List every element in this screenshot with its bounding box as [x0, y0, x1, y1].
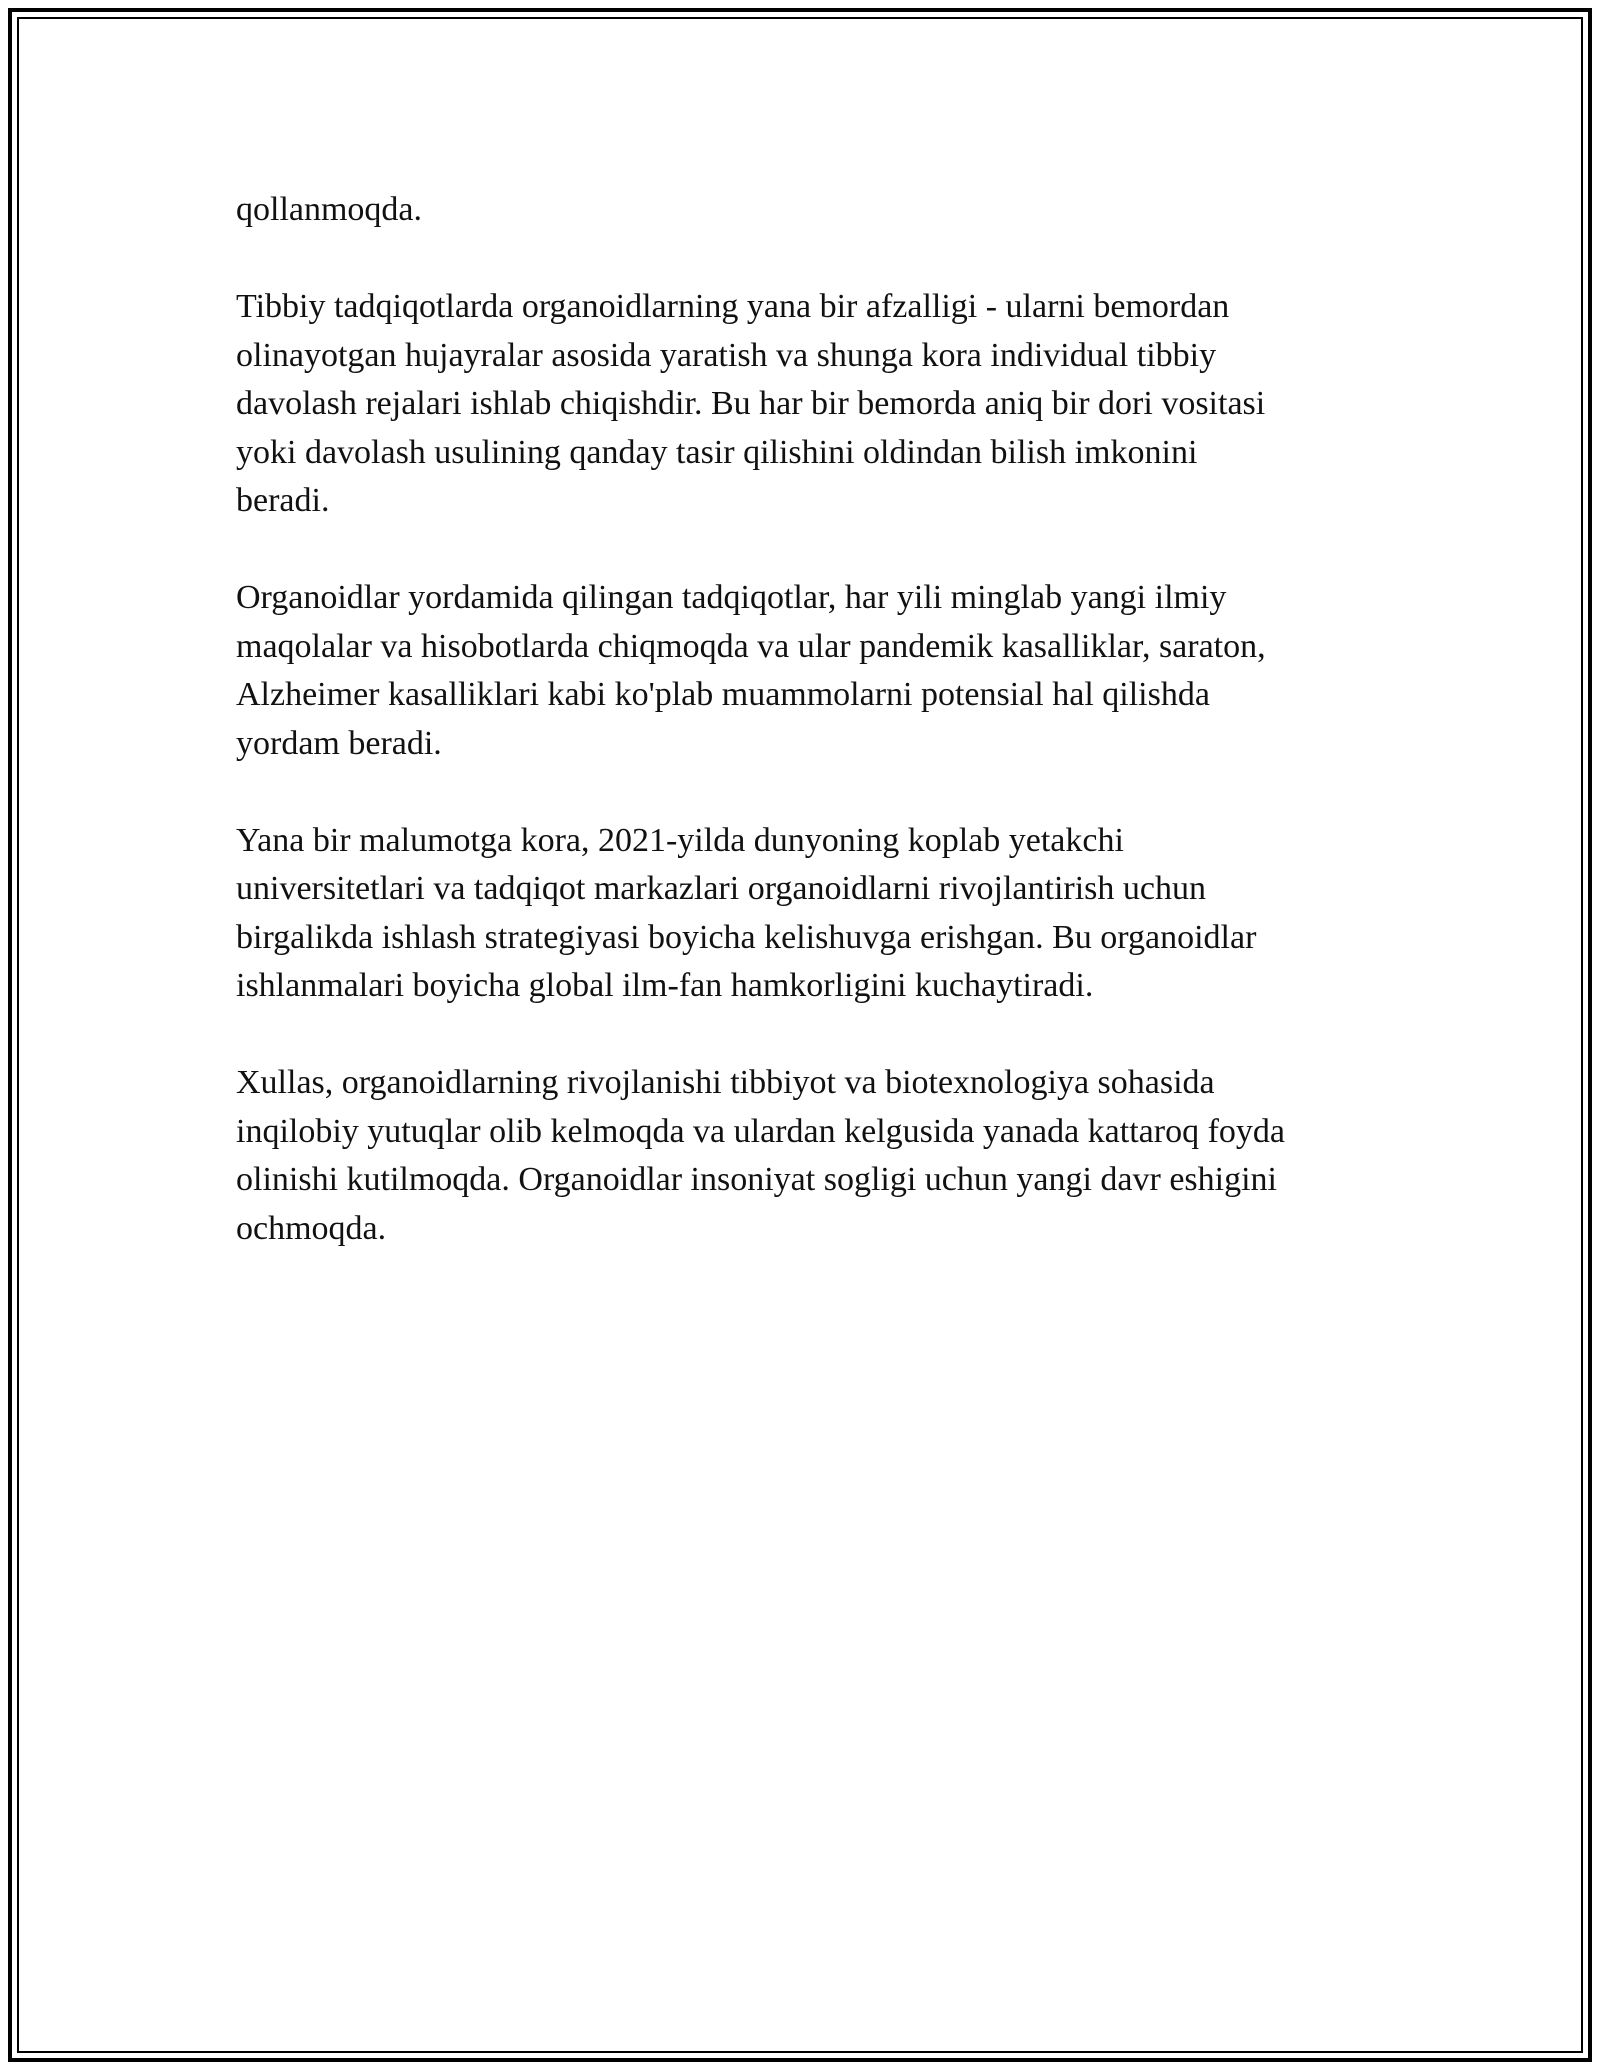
paragraph-conclusion: Xullas, organoidlarning rivojlanishi tibbiyot va biotexnologiya sohasida inqilobiy yutuqlar olib kelmoqda va ulardan kelgusida yanada kattaroq foyda olinishi kutilmoqda. Organoidlar insoniyat sogligi uchun yangi davr eshigini ochmoqda. — [236, 1064, 1285, 1247]
document-body — [236, 186, 1366, 1302]
paragraph-global-collaboration: Yana bir malumotga kora, 2021-yilda dunyoning koplab yetakchi universitetlari va tadqiqot markazlari organoidlarni rivojlantirish uchun birgalikda ishlash strategiyasi boyicha kelishuvga erishgan. Bu organoidlar ishlanmalari boyicha global ilm-fan hamkorligini kuchaytiradi. — [236, 821, 1257, 1004]
paragraph-research-publications: Organoidlar yordamida qilingan tadqiqotlar, har yili minglab yangi ilmiy maqolalar va hisobotlarda chiqmoqda va ular pandemik kasalliklar, saraton, Alzheimer kasalliklari kabi ko'plab muammolarni potensial hal qilishda yordam beradi. — [236, 579, 1266, 762]
paragraph-individual-treatment: Tibbiy tadqiqotlarda organoidlarning yana bir afzalligi - ularni bemordan olinayotgan hujayralar asosida yaratish va shunga kora individual tibbiy davolash rejalari ishlab chiqishdir. Bu har bir bemorda aniq bir dori vositasi yoki davolash usulining qanday tasir qilishini oldindan bilish imkonini beradi. — [236, 288, 1266, 519]
paragraph-continuation: qollanmoqda. — [236, 191, 423, 228]
